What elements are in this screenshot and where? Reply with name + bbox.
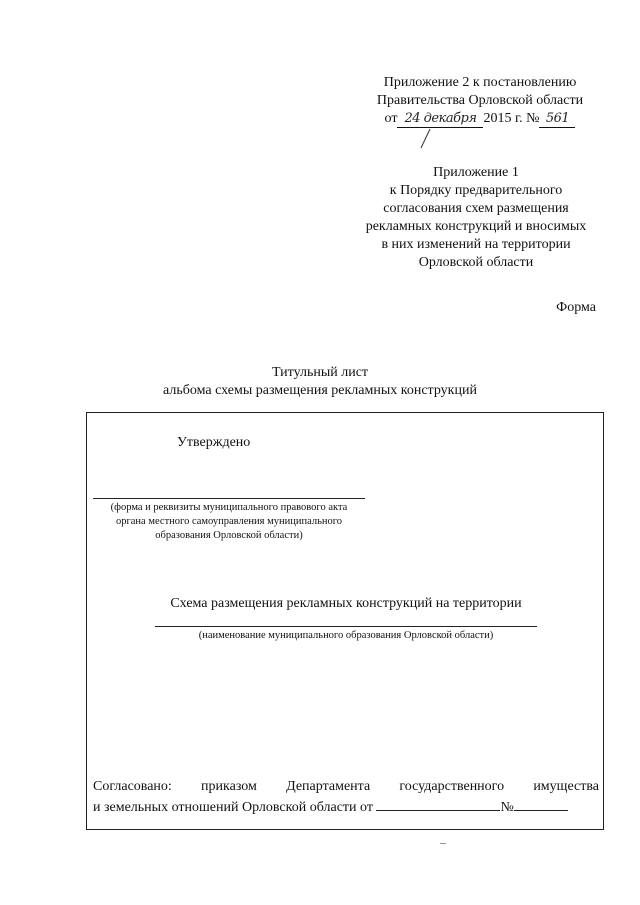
number-sign: № bbox=[500, 800, 514, 815]
year-text: 2015 г. № bbox=[483, 111, 540, 126]
agreed-word-4: государственного bbox=[399, 779, 505, 794]
approval-caption bbox=[93, 501, 365, 543]
title-page-frame bbox=[86, 412, 604, 830]
agreed-line2-prefix: и земельных отношений Орловской области от bbox=[93, 800, 373, 815]
annex1-header bbox=[348, 164, 604, 272]
agreed-word-1: Согласовано: bbox=[93, 779, 172, 794]
agreed-word-5: имущества bbox=[533, 779, 599, 794]
annex2-line1: Приложение 2 к постановлению bbox=[383, 75, 577, 90]
approved-label: Утверждено bbox=[177, 435, 251, 450]
scheme-title: Схема размещения рекламных конструкций на территории bbox=[170, 596, 522, 611]
agreed-line1 bbox=[93, 778, 599, 796]
title-line2: альбома схемы размещения рекламных конструкций bbox=[163, 383, 477, 398]
agreed-block bbox=[93, 778, 599, 817]
approval-caption-line1: (форма и реквизиты муниципального правового акта bbox=[110, 502, 348, 513]
annex2-line2: Правительства Орловской области bbox=[376, 93, 584, 108]
approval-caption-line2: органа местного самоуправления муниципального bbox=[115, 516, 343, 527]
agreed-word-2: приказом bbox=[201, 779, 257, 794]
annex1-line6: Орловской области bbox=[418, 255, 534, 270]
agreed-word-3: Департамента bbox=[286, 779, 371, 794]
approval-caption-line3: образования Орловской области) bbox=[155, 530, 303, 541]
approval-signature-line bbox=[93, 498, 365, 499]
pen-stroke-mark bbox=[418, 128, 432, 150]
annex1-line4: рекламных конструкций и вносимых bbox=[365, 219, 587, 234]
scan-dot bbox=[440, 843, 446, 844]
annex2-header bbox=[360, 74, 600, 128]
municipality-caption: (наименование муниципального образования Орловской области) bbox=[198, 630, 494, 641]
form-label: Форма bbox=[556, 300, 596, 315]
order-number-blank bbox=[514, 796, 568, 811]
handwritten-number: 561 bbox=[539, 111, 575, 128]
annex1-line1: Приложение 1 bbox=[433, 165, 519, 180]
municipality-name-line bbox=[155, 626, 537, 627]
title-block bbox=[150, 364, 490, 400]
annex1-line5: в них изменений на территории bbox=[381, 237, 571, 252]
annex2-date-row bbox=[360, 110, 600, 128]
order-date-blank bbox=[376, 796, 500, 811]
annex1-line2: к Порядку предварительного bbox=[389, 183, 563, 198]
title-line1: Титульный лист bbox=[271, 365, 369, 380]
annex1-line3: согласования схем размещения bbox=[383, 201, 569, 216]
date-prefix: от bbox=[384, 111, 398, 126]
handwritten-date: 24 декабря bbox=[397, 111, 483, 128]
agreed-line2 bbox=[93, 796, 599, 817]
